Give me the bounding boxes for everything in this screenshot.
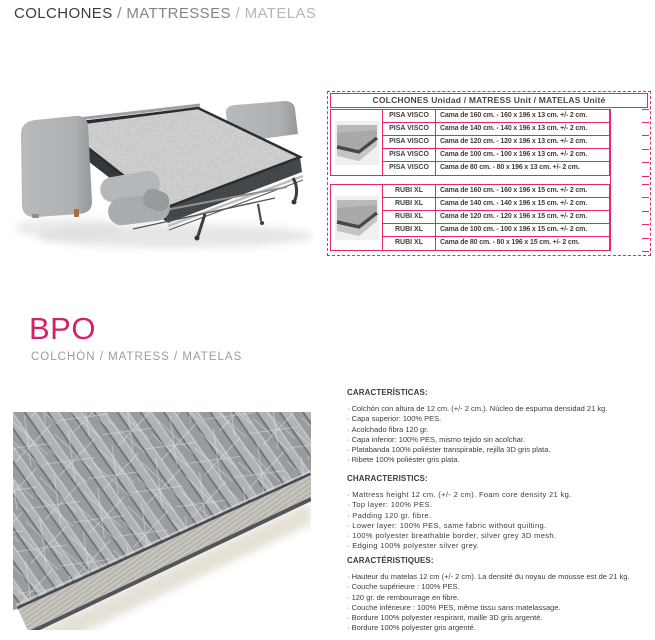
- spec-item: · Couche inférieure : 100% PES, même tissu sans matelassage.: [347, 603, 652, 613]
- price-column-divider: [610, 109, 611, 251]
- page-title: [14, 5, 316, 22]
- price-tick: [642, 211, 649, 212]
- spec-section-en: [347, 474, 652, 552]
- table-row: [383, 136, 609, 149]
- spec-item: · 120 gr. de rembourrage en fibre.: [347, 593, 652, 603]
- spec-item: · Bordure 100% polyester gris argenté.: [347, 623, 652, 633]
- model-cell: PISA VISCO: [383, 162, 436, 175]
- table-row: [383, 162, 609, 175]
- page-title-es: COLCHONES: [14, 5, 118, 22]
- description-cell: Cama de 80 cm. - 80 x 196 x 13 cm. +/- 2 cm.: [440, 164, 580, 171]
- table-row: [383, 211, 609, 224]
- model-cell: RUBI XL: [383, 185, 436, 197]
- description-cell: Cama de 100 cm. - 100 x 196 x 13 cm. +/- 2 cm.: [440, 151, 588, 158]
- price-tick: [642, 238, 649, 239]
- spec-item: · Padding 120 gr. fibre.: [347, 511, 652, 521]
- price-tick: [642, 251, 649, 252]
- spec-item: · Lower layer: 100% PES, same fabric without quilting.: [347, 521, 652, 531]
- price-tick: [642, 176, 649, 177]
- price-tick: [642, 162, 649, 163]
- spec-item: · Capa superior: 100% PES.: [347, 414, 652, 424]
- spec-item: · Couche supérieure : 100% PES.: [347, 582, 652, 592]
- model-cell: RUBI XL: [383, 224, 436, 236]
- description-cell: Cama de 100 cm. - 100 x 196 x 15 cm. +/- 2 cm.: [440, 226, 588, 233]
- table-group-rubi-xl: [330, 184, 610, 251]
- sofa-bed-image: [5, 98, 315, 258]
- price-tick: [642, 122, 649, 123]
- description-cell: Cama de 120 cm. - 120 x 196 x 13 cm. +/- 2 cm.: [440, 138, 588, 145]
- model-cell: PISA VISCO: [383, 149, 436, 161]
- table-row: [383, 237, 609, 250]
- table-row: [383, 110, 609, 123]
- spec-table-title: COLCHONES Unidad / MATRESS Unit / MATELAS Unité: [330, 93, 648, 108]
- spec-section-fr: [347, 556, 652, 634]
- spec-item: · 100% polyester breathable border, silver grey 3D mesh.: [347, 531, 652, 541]
- product-subtitle: COLCHÓN / MATRESS / MATELAS: [31, 351, 243, 363]
- model-cell: PISA VISCO: [383, 110, 436, 122]
- section-title: CHARACTERISTICS:: [347, 474, 428, 483]
- price-tick: [642, 197, 649, 198]
- model-cell: RUBI XL: [383, 237, 436, 250]
- spec-item: · Edging 100% polyester silver grey.: [347, 541, 652, 551]
- spec-item: · Capa inferior: 100% PES, mismo tejido sin acolchar.: [347, 435, 652, 445]
- spec-item: · Bordure 100% polyester respirant, maille 3D gris argenté.: [347, 613, 652, 623]
- product-name: BPO: [29, 311, 96, 346]
- price-tick: [642, 224, 649, 225]
- model-cell: RUBI XL: [383, 198, 436, 210]
- table-row: [383, 149, 609, 162]
- price-tick: [642, 135, 649, 136]
- description-cell: Cama de 160 cm. - 160 x 196 x 13 cm. +/- 2 cm.: [440, 112, 588, 119]
- spec-item: · Acolchado fibra 120 gr.: [347, 425, 652, 435]
- description-cell: Cama de 140 cm. - 140 x 196 x 13 cm. +/- 2 cm.: [440, 125, 588, 132]
- model-cell: PISA VISCO: [383, 123, 436, 135]
- spec-item: · Hauteur du matelas 12 cm (+/- 2 cm). La densité du noyau de mousse est de 21 kg.: [347, 572, 652, 582]
- model-cell: PISA VISCO: [383, 136, 436, 148]
- description-cell: Cama de 80 cm. - 80 x 196 x 15 cm. +/- 2 cm.: [440, 239, 580, 246]
- page-title-fr: / MATELAS: [235, 5, 317, 22]
- section-title: CARACTÉRISTIQUES:: [347, 556, 434, 565]
- spec-item: · Colchón con altura de 12 cm. (+/- 2 cm.). Núcleo de espuma densidad 21 kg.: [347, 404, 652, 414]
- description-cell: Cama de 160 cm. - 160 x 196 x 15 cm. +/- 2 cm.: [440, 187, 588, 194]
- spec-list: [347, 490, 652, 552]
- description-cell: Cama de 120 cm. - 120 x 196 x 15 cm. +/- 2 cm.: [440, 213, 588, 220]
- spec-item: · Top layer: 100% PES.: [347, 500, 652, 510]
- mattress-thumb-image: [331, 185, 383, 250]
- model-cell: RUBI XL: [383, 211, 436, 223]
- table-row: [383, 185, 609, 198]
- mattress-thumb-image: [331, 110, 383, 175]
- spec-section-es: [347, 388, 652, 466]
- section-title: CARACTERÍSTICAS:: [347, 388, 428, 397]
- spec-list: [347, 572, 652, 634]
- spec-item: · Mattress height 12 cm. (+/- 2 cm). Foam core density 21 kg.: [347, 490, 652, 500]
- description-cell: Cama de 140 cm. - 140 x 196 x 15 cm. +/- 2 cm.: [440, 200, 588, 207]
- page-title-en: / MATTRESSES: [117, 5, 236, 22]
- table-group-pisa-visco: [330, 109, 610, 176]
- table-row: [383, 198, 609, 211]
- spec-item: · Platabanda 100% poliéster transpirable, rejilla 3D gris plata.: [347, 445, 652, 455]
- spec-item: · Ribete 100% poliéster gris plata.: [347, 455, 652, 465]
- price-tick: [642, 109, 649, 110]
- spec-table: [327, 91, 651, 256]
- table-row: [383, 123, 609, 136]
- spec-list: [347, 404, 652, 466]
- price-tick: [642, 184, 649, 185]
- table-row: [383, 224, 609, 237]
- mattress-detail-image: [13, 412, 311, 630]
- price-tick: [642, 149, 649, 150]
